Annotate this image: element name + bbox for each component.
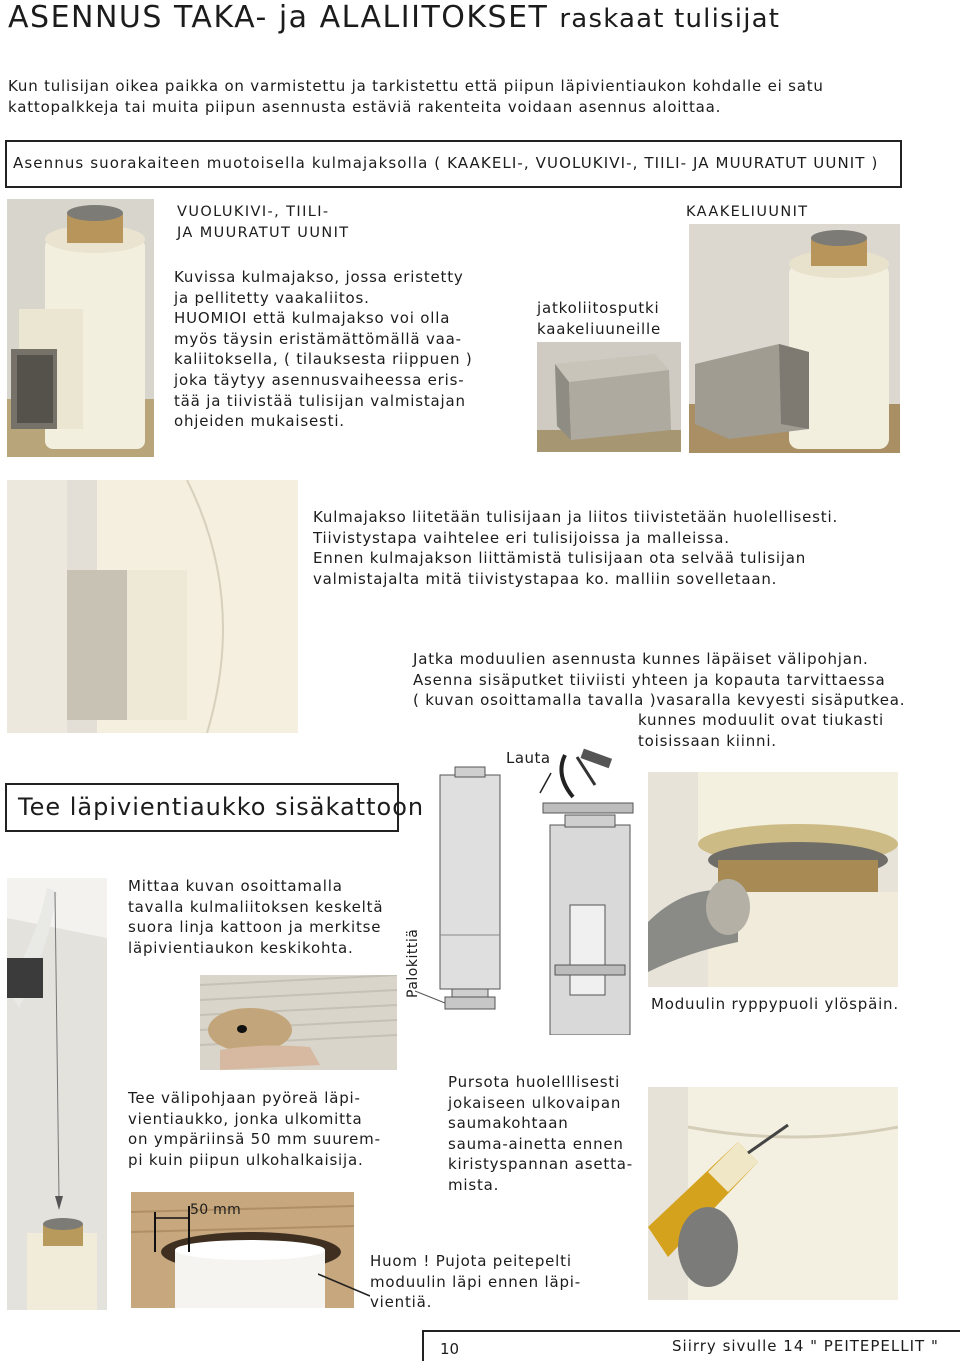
photo-corner-section-masonry	[7, 199, 154, 457]
continue-installation-text: Jatka moduulien asennusta kunnes läpäiset välipohjan. Asenna sisäputket tiiviisti yhteen ja kopauta tarvittaessa ( kuvan osoittamalla tavalla )vasaralla kevyesti sisäputkea.	[413, 650, 906, 710]
title-main: ASENNUS TAKA- ja ALALIITOKSET	[8, 0, 549, 35]
section1-heading: Asennus suorakaiteen muotoisella kulmajaksolla ( KAAKELI-, VUOLUKIVI-, TIILI- JA MUURATUT UUNIT )	[13, 154, 879, 172]
photo-plumb-line	[7, 878, 107, 1310]
photo-corner-section-tile	[689, 224, 900, 453]
label-masonry-stoves: VUOLUKIVI-, TIILI- JA MUURATUT UUNIT	[177, 204, 350, 241]
photo-sealant-application	[648, 1087, 898, 1300]
page-title	[8, 0, 780, 35]
photo-extension-pipe	[537, 342, 681, 452]
label-board: Lauta	[506, 749, 551, 767]
sealant-text: Pursota huolelllisesti jokaiseen ulkovaipan saumakohtaan sauma-ainetta ennen kiristyspannan asetta- mista.	[448, 1073, 633, 1194]
label-tile-stoves: KAAKELIUUNIT	[686, 204, 809, 220]
cover-plate-note: Huom ! Pujota peitepelti moduulin läpi ennen läpi- vientiä.	[370, 1252, 581, 1312]
diagram-module-assembly	[405, 745, 645, 1035]
intro-text: Kun tulisijan oikea paikka on varmistettu ja tarkistettu että piipun läpivientiaukon kohdalle ei satu kattopalkkeja tai muita piipun asennusta estäviä rakenteita voidaan asennus aloittaa.	[8, 77, 824, 116]
connection-text: Kulmajakso liitetään tulisijaan ja liitos tiivistetään huolellisesti. Tiivistystapa vaihtelee eri tulisijoissa ja malleissa. Ennen kulmajakson liittämistä tulisijaan ota selvää tulisijan valmistajalta mitä tiivistystapaa ko. malliin sovelletaan.	[313, 508, 839, 588]
continue-installation-text-2: kunnes moduulit ovat tiukasti toisissaan kiinni.	[638, 711, 884, 750]
photo-ceiling-marking	[200, 975, 397, 1070]
dimension-label: 50 mm	[190, 1202, 242, 1218]
page-number: 10	[440, 1340, 460, 1358]
photo-module-installation	[648, 772, 898, 987]
measure-text: Mittaa kuvan osoittamalla tavalla kulmaliitoksen keskeltä suora linja kattoon ja merkitse läpivientiaukon keskikohta.	[128, 877, 384, 957]
photo-connection-sealing	[7, 480, 298, 733]
hole-size-text: Tee välipohjaan pyöreä läpi- vientiaukko, jonka ulkomitta on ympäriinsä 50 mm suurem- pi kuin piipun ulkohalkaisija.	[128, 1089, 381, 1169]
footer-nav-text: Siirry sivulle 14 " PEITEPELLIT "	[672, 1337, 939, 1355]
module-orientation-note: Moduulin ryppypuoli ylöspäin.	[651, 995, 899, 1013]
section2-heading: Tee läpivientiaukko sisäkattoon	[18, 793, 425, 821]
title-sub: raskaat tulisijat	[559, 4, 781, 34]
corner-section-description: Kuvissa kulmajakso, jossa eristetty ja pellitetty vaakaliitos. HUOMIOI että kulmajakso voi olla myös täysin eristämättömällä vaa- kaliitoksella, ( tilauksesta riippuen ) joka täytyy asennusvaiheessa eris- tää ja tiivistää tulisijan valmistajan ohjeiden mukaisesti.	[174, 268, 473, 431]
section1-heading-box	[5, 140, 902, 188]
note-pointer-line	[318, 1270, 370, 1300]
label-fire-putty: Palokittiä	[405, 928, 421, 998]
extension-pipe-label: jatkoliitosputki kaakeliuuneille	[537, 299, 662, 338]
section2-heading-box	[5, 783, 425, 832]
